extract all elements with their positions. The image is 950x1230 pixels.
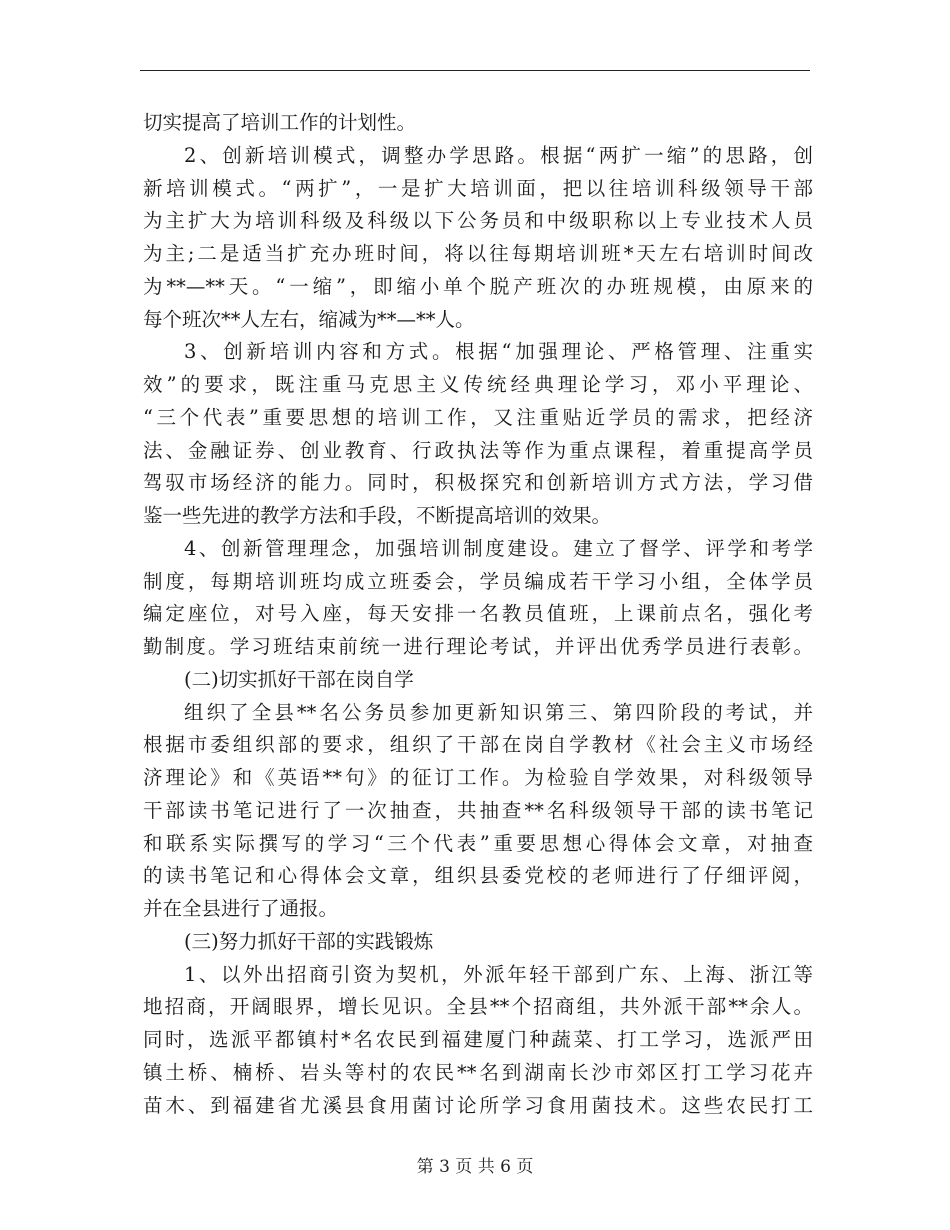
document-body <box>143 107 813 1122</box>
paragraph-line: 4、创新管理理念，加强培训制度建设。建立了督学、评学和考学 <box>184 536 813 560</box>
paragraph-line: 为主;二是适当扩充办班时间，将以往每期培训班*天左右培训时间改 <box>143 242 813 265</box>
paragraph-line: 切实提高了培训工作的计划性。 <box>143 111 417 134</box>
paragraph-line: 根据市委组织部的要求，组织了干部在岗自学教材《社会主义市场经 <box>143 733 813 757</box>
section-heading: (二)切实抓好干部在岗自学 <box>184 667 414 691</box>
section-heading: (三)努力抓好干部的实践锻炼 <box>184 929 434 953</box>
paragraph-line: 3、创新培训内容和方式。根据“加强理论、严格管理、注重实 <box>184 340 813 364</box>
paragraph-line: 和联系实际撰写的学习“三个代表”重要思想心得体会文章，对抽查 <box>143 831 813 855</box>
paragraph-line: 干部读书笔记进行了一次抽查，共抽查**名科级领导干部的读书笔记 <box>143 798 813 822</box>
paragraph-line: 地招商，开阔眼界，增长见识。全县**个招商组，共外派干部**余人。 <box>143 995 813 1019</box>
paragraph-line: 制度，每期培训班均成立班委会，学员编成若干学习小组，全体学员 <box>143 569 813 593</box>
paragraph-line: 鉴一些先进的教学方法和手段，不断提高培训的效果。 <box>143 504 612 527</box>
paragraph-line: 组织了全县**名公务员参加更新知识第三、第四阶段的考试，并 <box>184 700 813 724</box>
paragraph-line: 镇土桥、楠桥、岩头等村的农民**名到湖南长沙市郊区打工学习花卉 <box>143 1060 813 1084</box>
paragraph-line: 效”的要求，既注重马克思主义传统经典理论学习，邓小平理论、 <box>143 373 813 396</box>
paragraph-line: 1、以外出招商引资为契机，外派年轻干部到广东、上海、浙江等 <box>184 962 813 986</box>
paragraph-line: 为主扩大为培训科级及科级以下公务员和中级职称以上专业技术人员 <box>143 209 813 233</box>
paragraph-line: “三个代表”重要思想的培训工作，又注重贴近学员的需求，把经济 <box>143 405 813 429</box>
paragraph-line: 驾驭市场经济的能力。同时，积极探究和创新培训方式方法，学习借 <box>143 471 813 495</box>
paragraph-line: 法、金融证券、创业教育、行政执法等作为重点课程，着重提高学员 <box>143 438 813 462</box>
paragraph-line: 每个班次**人左右，缩减为**—**人。 <box>143 307 475 331</box>
paragraph-line: 新培训模式。“两扩”，一是扩大培训面，把以往培训科级领导干部 <box>143 176 813 200</box>
page-footer: 第 3 页 共 6 页 <box>416 1157 534 1177</box>
paragraph-line: 同时，选派平都镇村*名农民到福建厦门种蔬菜、打工学习，选派严田 <box>143 1028 813 1051</box>
paragraph-line: 勤制度。学习班结束前统一进行理论考试，并评出优秀学员进行表彰。 <box>143 635 813 658</box>
paragraph-line: 济理论》和《英语**句》的征订工作。为检验自学效果，对科级领导 <box>143 766 813 789</box>
paragraph-line: 的读书笔记和心得体会文章，组织县委党校的老师进行了仔细评阅， <box>143 864 813 888</box>
paragraph-line: 并在全县进行了通报。 <box>143 897 339 920</box>
header-rule <box>140 70 810 71</box>
paragraph-line: 2、创新培训模式，调整办学思路。根据“两扩一缩”的思路，创 <box>184 143 813 167</box>
paragraph-line: 为**—**天。“一缩”，即缩小单个脱产班次的办班规模，由原来的 <box>143 274 813 298</box>
paragraph-line: 苗木、到福建省尤溪县食用菌讨论所学习食用菌技术。这些农民打工 <box>143 1093 813 1117</box>
paragraph-line: 编定座位，对号入座，每天安排一名教员值班，上课前点名，强化考 <box>143 602 813 626</box>
